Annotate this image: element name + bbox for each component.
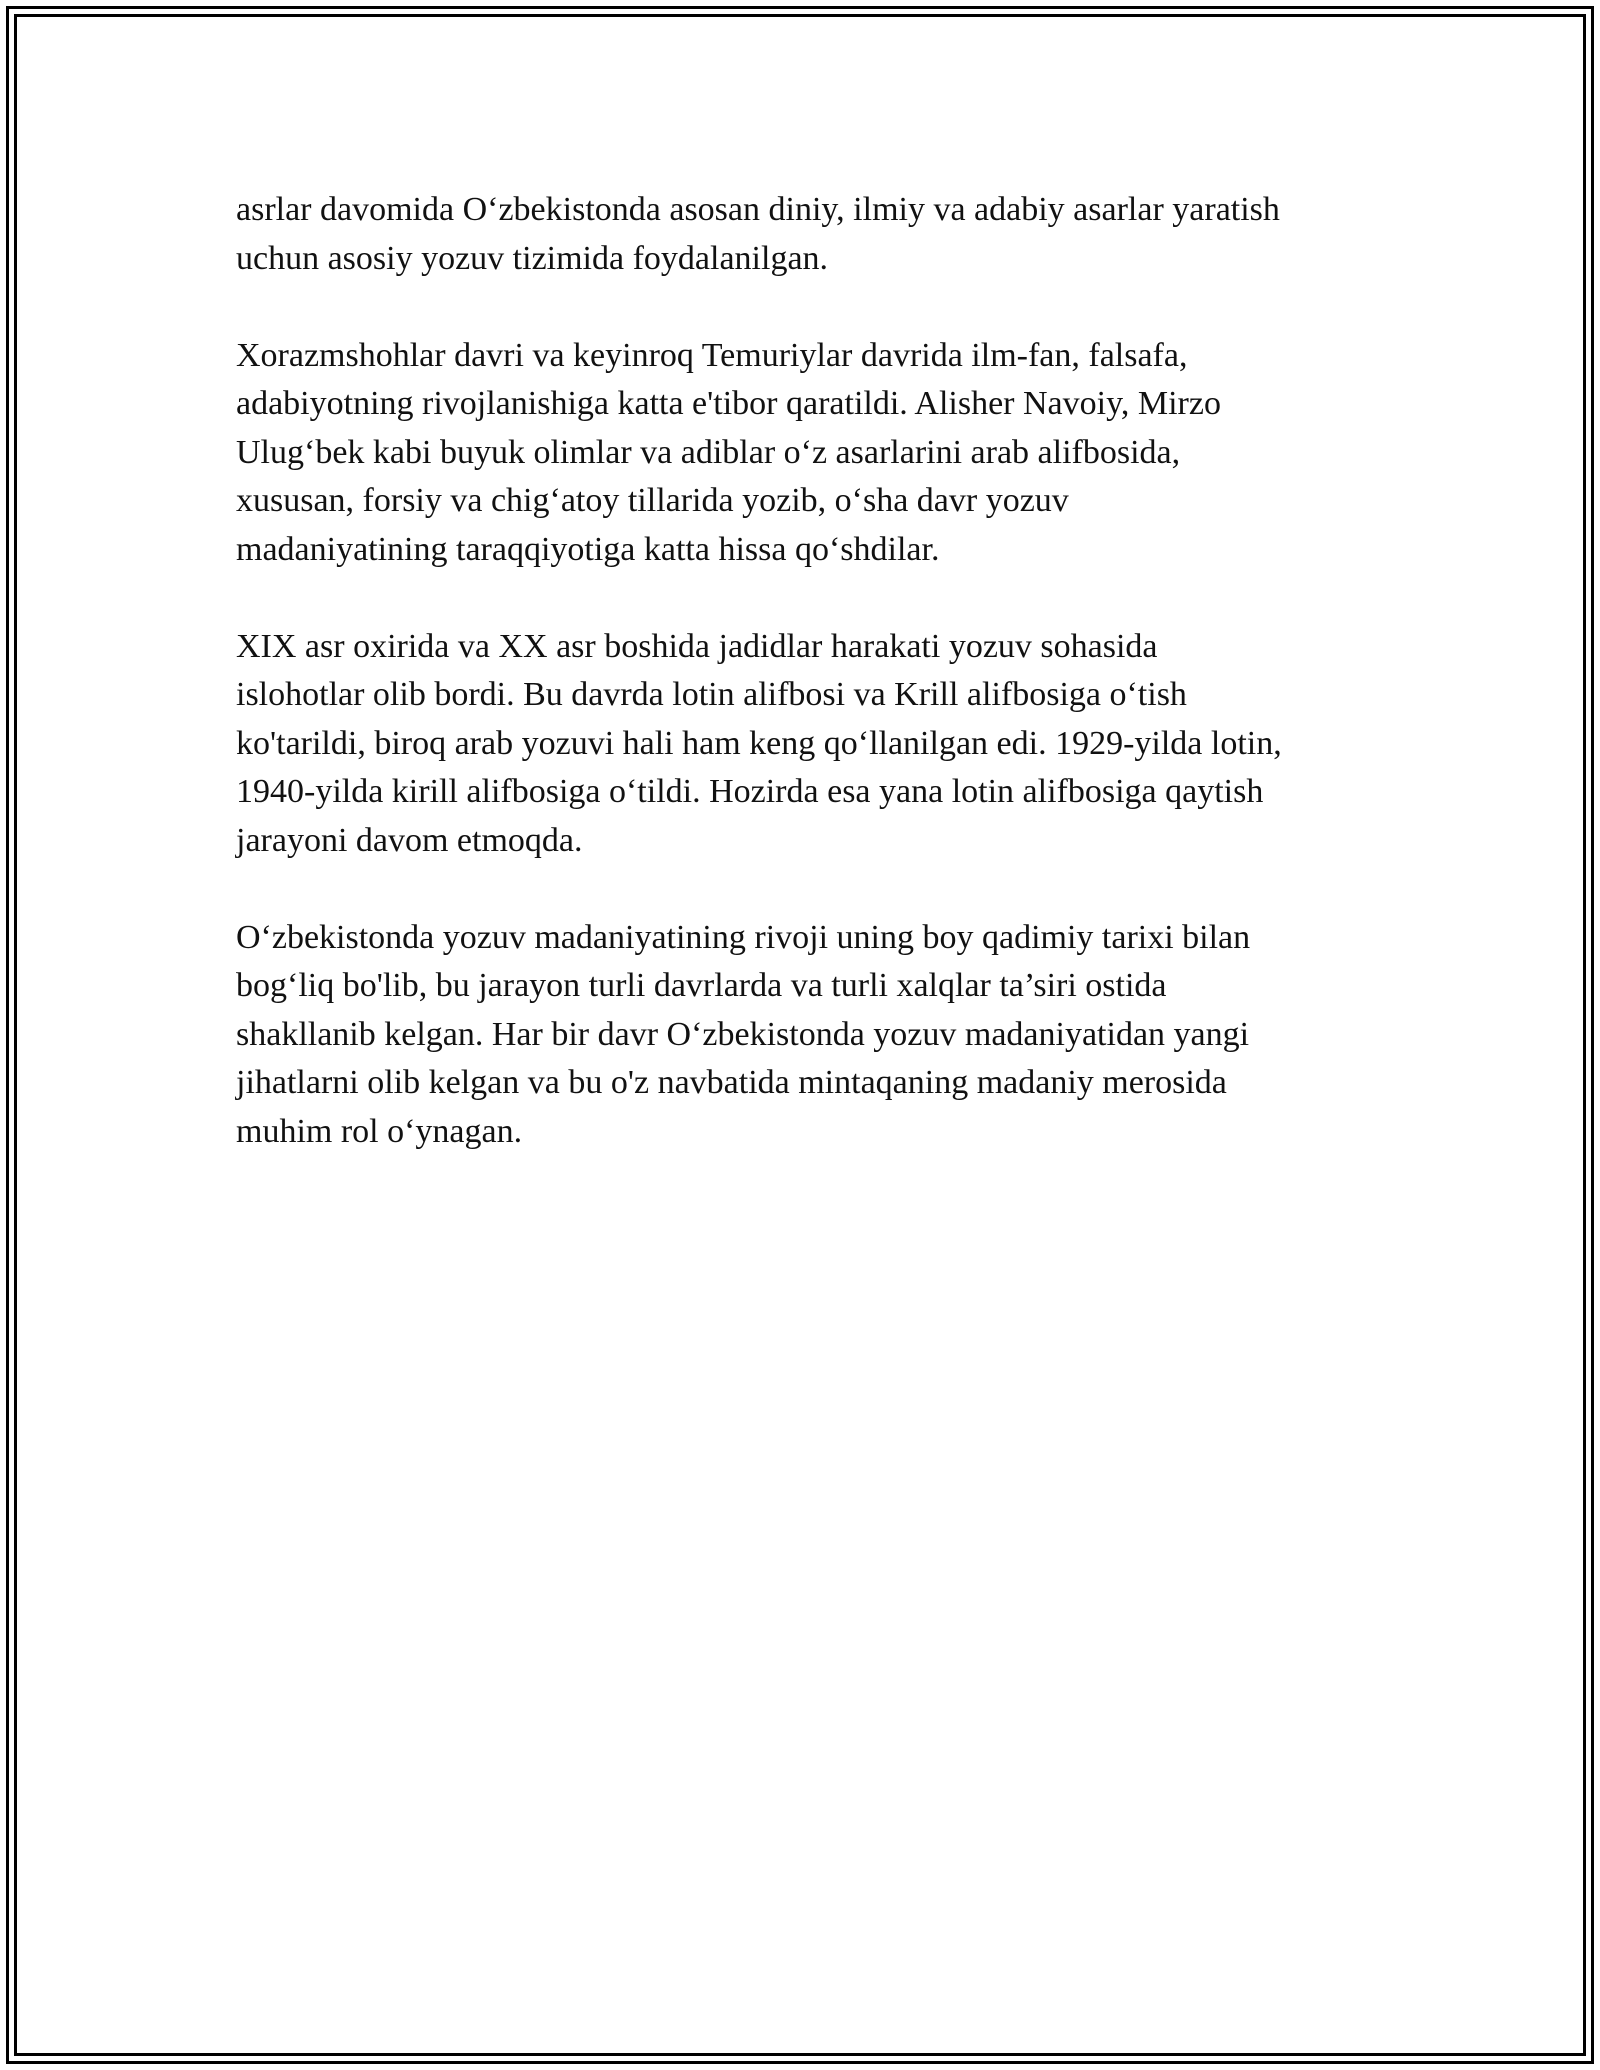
paragraph-3 — [236, 623, 1386, 866]
paragraph-4 — [236, 914, 1386, 1157]
text-line: madaniyatining taraqqiyotiga katta hissa qo‘shdilar. — [236, 530, 940, 568]
text-line: xususan, forsiy va chig‘atoy tillarida yozib, o‘sha davr yozuv — [236, 482, 1069, 519]
paragraph-2 — [236, 332, 1386, 575]
text-line: uchun asosiy yozuv tizimida foydalanilgan. — [236, 239, 829, 277]
text-line: Xorazmshohlar davri va keyinroq Temuriylar davrida ilm-fan, falsafa, — [236, 336, 1188, 374]
text-line: jihatlarni olib kelgan va bu o'z navbatida mintaqaning madaniy merosida — [236, 1064, 1227, 1101]
text-line: XIX asr oxirida va XX asr boshida jadidlar harakati yozuv sohasida — [236, 627, 1158, 665]
paragraph-1 — [236, 186, 1386, 283]
text-line: O‘zbekistonda yozuv madaniyatining rivoji uning boy qadimiy tarixi bilan — [236, 918, 1251, 956]
text-line: shakllanib kelgan. Har bir davr O‘zbekistonda yozuv madaniyatidan yangi — [236, 1015, 1250, 1053]
text-line: asrlar davomida O‘zbekistonda asosan diniy, ilmiy va adabiy asarlar yaratish — [236, 191, 1280, 228]
text-line: islohotlar olib bordi. Bu davrda lotin alifbosi va Krill alifbosiga o‘tish — [236, 676, 1187, 713]
text-line: Ulug‘bek kabi buyuk olimlar va adiblar o‘z asarlarini arab alifbosida, — [236, 433, 1181, 471]
text-line: muhim rol o‘ynagan. — [236, 1112, 523, 1150]
text-line: ko'tarildi, biroq arab yozuvi hali ham keng qo‘llanilgan edi. 1929-yilda lotin, — [236, 724, 1282, 762]
document-body — [236, 186, 1386, 1205]
text-line: jarayoni davom etmoqda. — [236, 821, 583, 859]
text-line: adabiyotning rivojlanishiga katta e'tibor qaratildi. Alisher Navoiy, Mirzo — [236, 385, 1221, 422]
text-line: bog‘liq bo'lib, bu jarayon turli davrlarda va turli xalqlar ta’siri ostida — [236, 967, 1167, 1004]
text-line: 1940-yilda kirill alifbosiga o‘tildi. Hozirda esa yana lotin alifbosiga qaytish — [236, 773, 1264, 810]
